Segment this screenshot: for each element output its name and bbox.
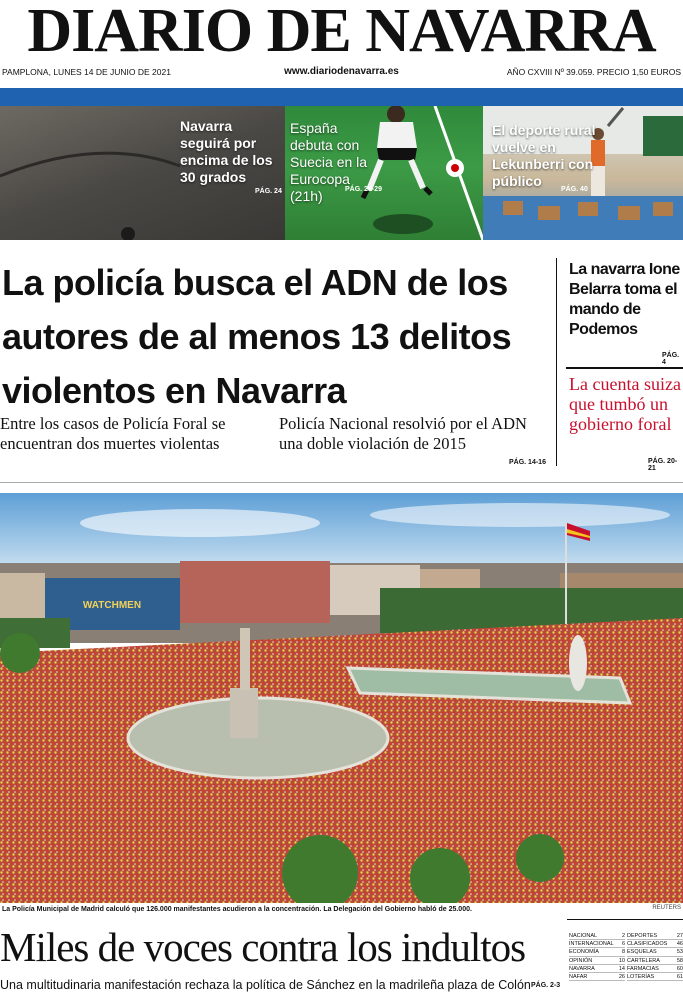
main-photo: [0, 493, 683, 903]
newspaper-title: DIARIO DE NAVARRA: [27, 0, 656, 65]
index-label: FARMACIAS: [627, 965, 659, 972]
index-row[interactable]: [627, 973, 683, 981]
billboard-text: WATCHMEN: [82, 600, 142, 611]
plaza-colon-photo: [0, 493, 683, 903]
lead-subdeck-left: Entre los casos de Policía Foral se encuentran dos muertes violentas: [0, 414, 226, 453]
index-row[interactable]: [569, 965, 625, 973]
bottom-deck: Una multitudinaria manifestación rechaza la política de Sánchez en la madrileña plaza de Colón: [0, 978, 531, 992]
sidebar-story-swiss-account[interactable]: La cuenta suiza que tumbó un gobierno foral: [569, 374, 681, 434]
index-page: 60: [676, 965, 683, 972]
index-label: DEPORTES: [627, 933, 658, 939]
teaser-football-text: España debuta con Suecia en la Eurocopa (21h): [290, 120, 368, 204]
teaser-football-page: PÁG. 28-29: [345, 186, 382, 193]
teaser-rural-sport-text: El deporte rural vuelve en Lekunberri con público: [492, 122, 596, 189]
index-row[interactable]: [569, 940, 625, 948]
teaser-rural-sport[interactable]: [483, 106, 683, 240]
index-row[interactable]: [569, 957, 625, 965]
website-link[interactable]: www.diariodenavarra.es: [284, 66, 399, 77]
teaser-rural-sport-page: PÁG. 40: [561, 186, 588, 193]
index-page: 61: [676, 973, 683, 980]
index-label: CLASIFICADOS: [627, 941, 668, 948]
index-page: 2: [621, 933, 625, 939]
index-label: OPINIÓN: [569, 957, 593, 964]
index-page: 27: [676, 933, 683, 939]
index-page: 53: [676, 949, 683, 956]
index-page: 46: [676, 941, 683, 948]
index-page: 10: [618, 957, 625, 964]
index-row[interactable]: [569, 932, 625, 940]
sidebar-story-podemos[interactable]: La navarra Ione Belarra toma el mando de Podemos: [569, 261, 680, 338]
photo-caption: La Policía Municipal de Madrid calculó que 126.000 manifestantes acudieron a la concentración. La Delegación del Gobierno habló de 25.000.: [2, 906, 472, 913]
index-label: INTERNACIONAL: [569, 941, 614, 948]
index-row[interactable]: [569, 973, 625, 981]
index-label: NACIONAL: [569, 933, 598, 939]
section-divider: [0, 482, 683, 483]
index-page: 26: [618, 973, 625, 980]
teaser-weather[interactable]: [0, 106, 285, 240]
teaser-weather-page: PÁG. 24: [255, 188, 282, 195]
publication-date: PAMPLONA, LUNES 14 DE JUNIO DE 2021: [2, 67, 171, 77]
index-row[interactable]: [627, 957, 683, 965]
index-page: 58: [676, 957, 683, 964]
index-page: 8: [621, 949, 625, 956]
sidebar-divider: [566, 367, 683, 369]
section-index: [567, 919, 683, 991]
index-label: ESQUELAS: [627, 949, 657, 956]
photo-credit: REUTERS: [652, 905, 681, 911]
sidebar-story-podemos-page: PÁG. 4: [662, 352, 680, 366]
sidebar-story-swiss-account-page: PÁG. 20-21: [648, 458, 678, 472]
masthead: [0, 0, 683, 65]
index-row[interactable]: [627, 932, 683, 940]
index-row[interactable]: [627, 948, 683, 956]
index-row[interactable]: [627, 940, 683, 948]
lead-headline[interactable]: La policía busca el ADN de los autores de al menos 13 delitos violentos en Navarra: [2, 262, 512, 411]
index-column-right: [627, 932, 683, 981]
bottom-headline[interactable]: Miles de voces contra los indultos: [0, 924, 526, 970]
index-label: NAVARRA: [569, 965, 595, 972]
index-row[interactable]: [569, 948, 625, 956]
bottom-page-ref: PÁG. 2-3: [531, 982, 561, 989]
index-label: ECONOMÍA: [569, 949, 599, 956]
issue-info: AÑO CXVIII Nº 39.059. PRECIO 1,50 EUROS: [506, 67, 681, 77]
index-page: 6: [621, 941, 625, 948]
brand-bar: [0, 88, 683, 106]
index-row[interactable]: [627, 965, 683, 973]
lead-page-ref: PÁG. 14-16: [509, 459, 546, 466]
sidebar-rule: [556, 258, 557, 466]
index-page: 14: [618, 965, 625, 972]
teaser-football[interactable]: [285, 106, 483, 240]
index-label: LOTERÍAS: [627, 973, 655, 980]
lead-subdeck-right: Policía Nacional resolvió por el ADN una doble violación de 2015: [279, 414, 527, 453]
index-label: CARTELERA: [627, 957, 660, 964]
index-label: NAFAR: [569, 973, 588, 980]
teaser-weather-text: Navarra seguirá por encima de los 30 grados: [180, 118, 273, 185]
index-column-left: [569, 932, 625, 981]
dateline: [0, 64, 683, 80]
